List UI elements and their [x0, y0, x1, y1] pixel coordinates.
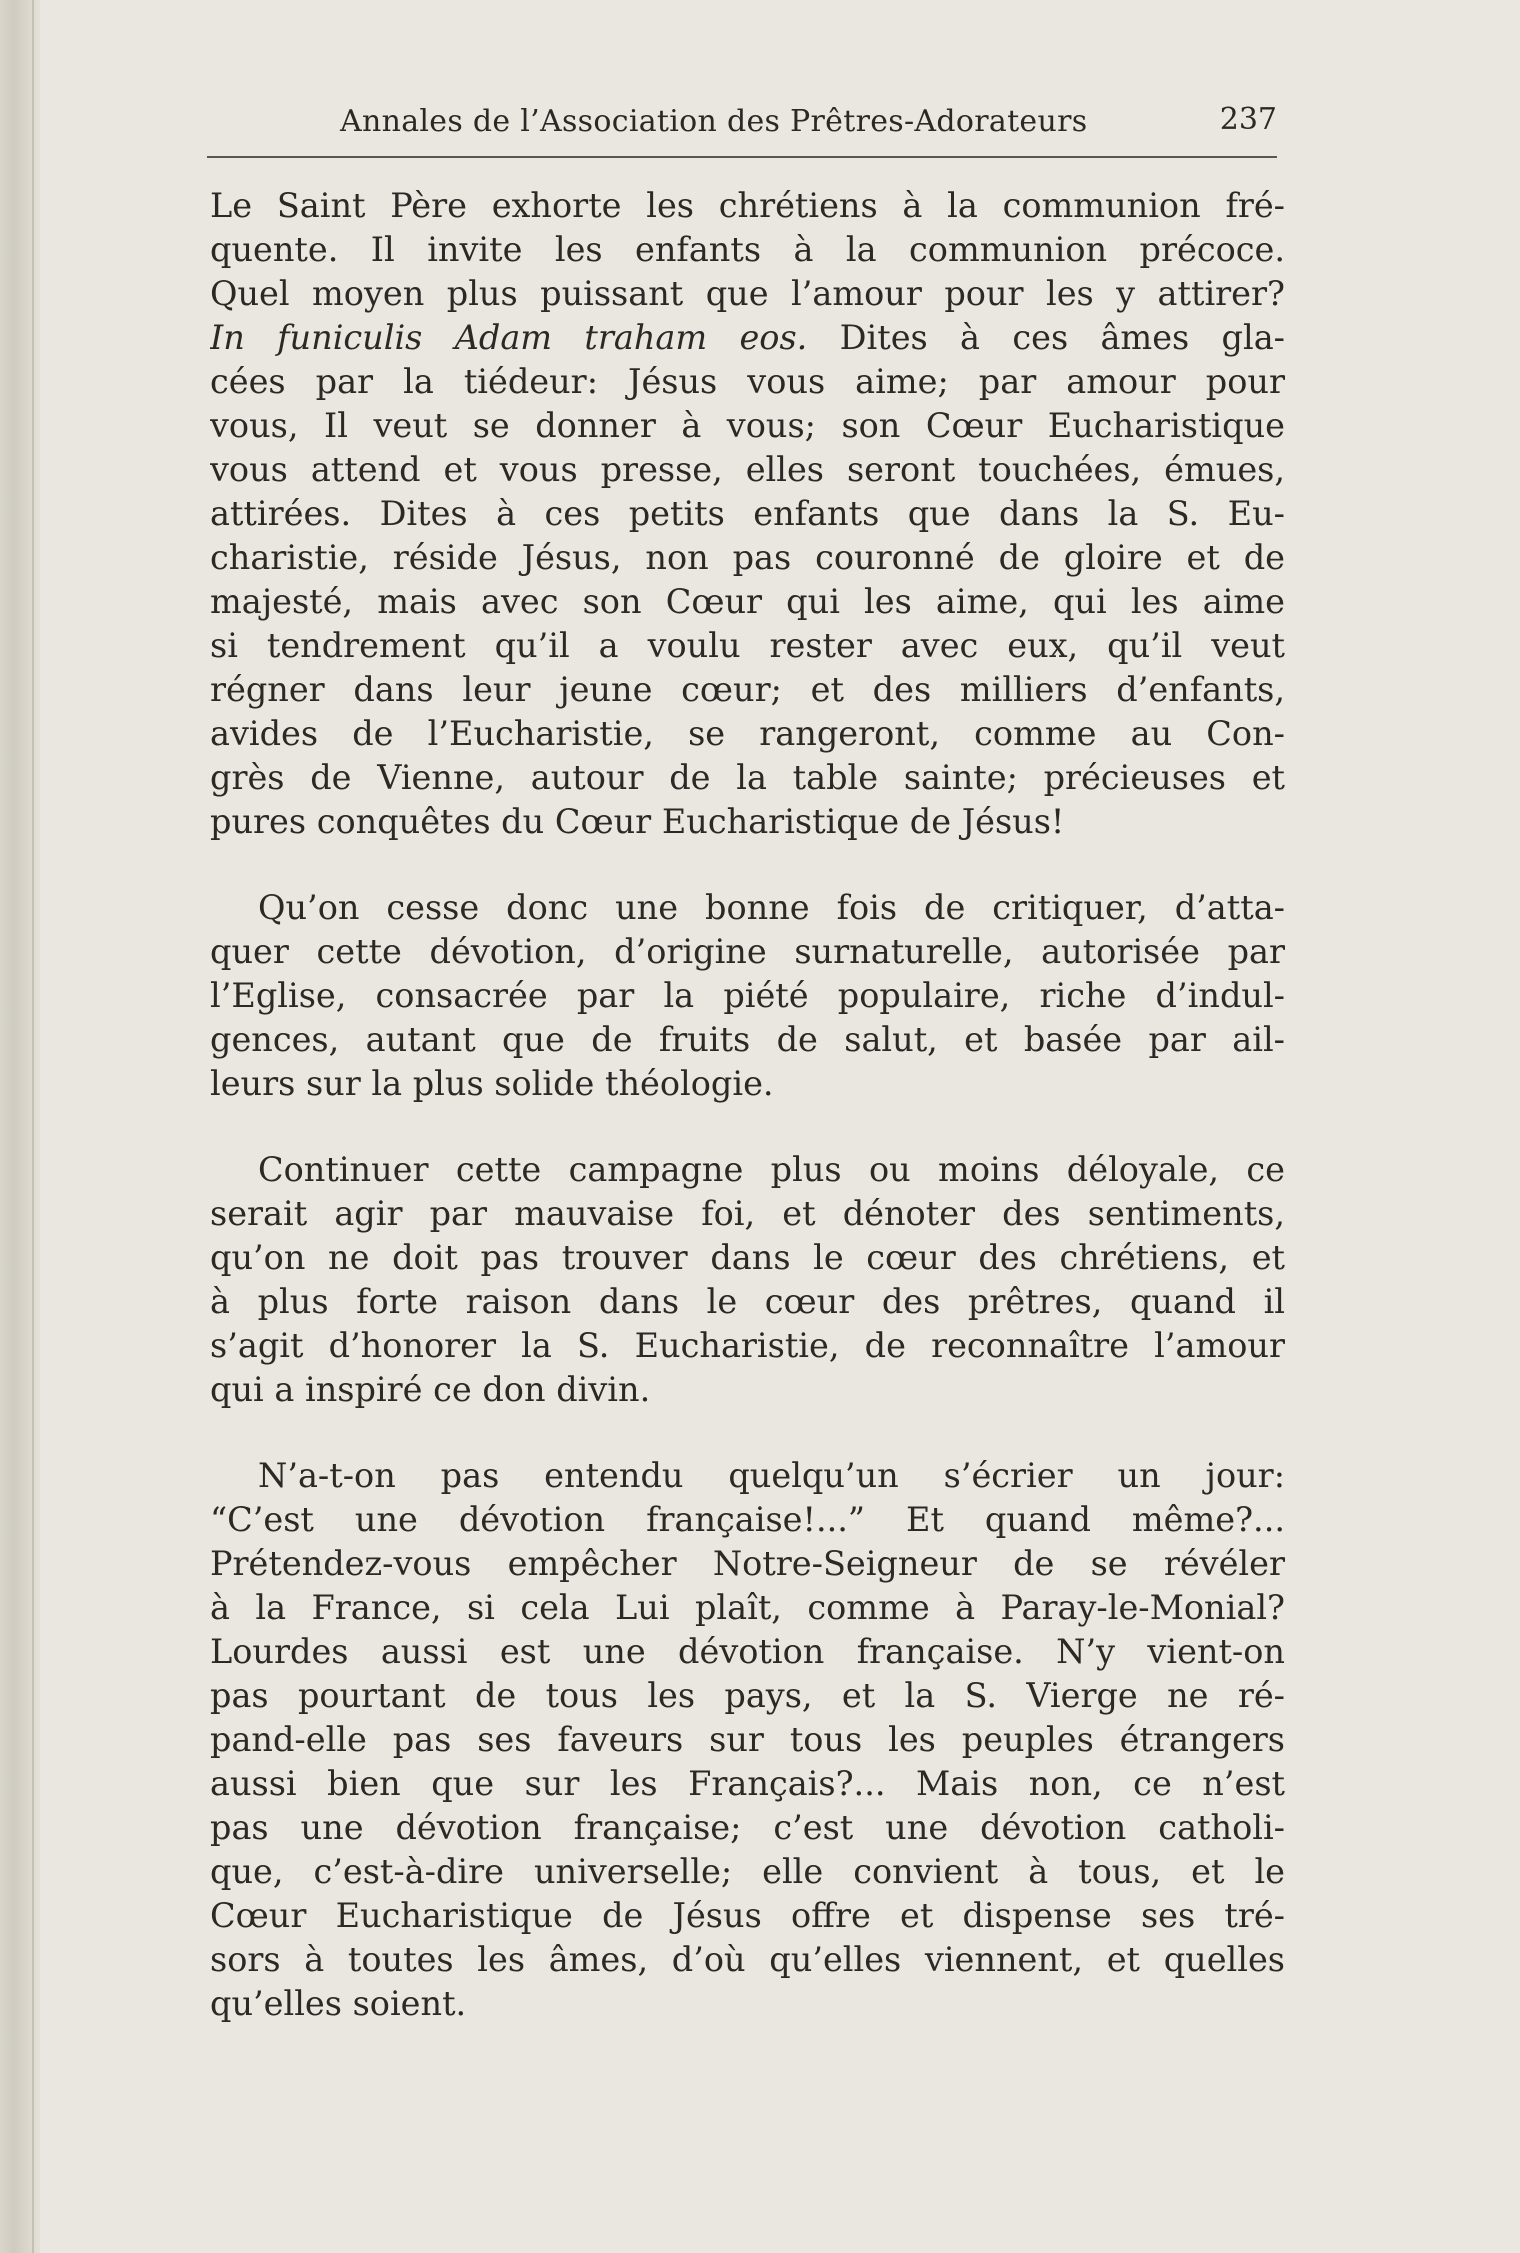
text-line: si tendrement qu’il a voulu rester avec eux, qu’il veut	[210, 626, 1285, 665]
paragraph-gap	[210, 1412, 1285, 1454]
text-line: “C’est une dévotion française!...” Et quand même?...	[210, 1500, 1285, 1539]
text-line: quer cette dévotion, d’origine surnaturelle, autorisée par	[210, 932, 1285, 971]
text-line: pand-elle pas ses faveurs sur tous les peuples étrangers	[210, 1720, 1285, 1759]
text-line: vous attend et vous presse, elles seront touchées, émues,	[210, 450, 1285, 489]
text-line: à plus forte raison dans le cœur des prêtres, quand il	[210, 1282, 1285, 1321]
latin-quote: In funiculis Adam traham eos.	[210, 318, 808, 357]
body-text	[210, 184, 1285, 2026]
running-head	[207, 100, 1277, 146]
paragraph-gap	[210, 844, 1285, 886]
text-line: Le Saint Père exhorte les chrétiens à la communion fré-	[210, 186, 1285, 225]
text-line: cées par la tiédeur: Jésus vous aime; par amour pour	[210, 362, 1285, 401]
paragraph-3	[210, 1148, 1285, 1412]
text-line: gences, autant que de fruits de salut, et basée par ail-	[210, 1020, 1285, 1059]
text-line	[210, 316, 1285, 360]
text-line: aussi bien que sur les Français?... Mais non, ce n’est	[210, 1764, 1285, 1803]
text-line: qu’on ne doit pas trouver dans le cœur des chrétiens, et	[210, 1238, 1285, 1277]
header-rule	[207, 156, 1277, 158]
text-line: charistie, réside Jésus, non pas couronné de gloire et de	[210, 538, 1285, 577]
page-number: 237	[1219, 102, 1277, 137]
paragraph-1	[210, 184, 1285, 844]
text-line: Quel moyen plus puissant que l’amour pour les y attirer?	[210, 274, 1285, 313]
text-line: qu’elles soient.	[210, 1984, 467, 2023]
text-line: régner dans leur jeune cœur; et des milliers d’enfants,	[210, 670, 1285, 709]
text-line: serait agir par mauvaise foi, et dénoter des sentiments,	[210, 1194, 1285, 1233]
text-line: à la France, si cela Lui plaît, comme à Paray-le-Monial?	[210, 1588, 1285, 1627]
text-line: N’a-t-on pas entendu quelqu’un s’écrier un jour:	[258, 1456, 1285, 1495]
text-line: que, c’est-à-dire universelle; elle convient à tous, et le	[210, 1852, 1285, 1891]
text-line: Lourdes aussi est une dévotion française. N’y vient-on	[210, 1632, 1285, 1671]
text-line: grès de Vienne, autour de la table sainte; précieuses et	[210, 758, 1285, 797]
text-line: vous, Il veut se donner à vous; son Cœur Eucharistique	[210, 406, 1285, 445]
text-line: l’Eglise, consacrée par la piété populaire, riche d’indul-	[210, 976, 1285, 1015]
text-line: quente. Il invite les enfants à la communion précoce.	[210, 230, 1285, 269]
text-line: attirées. Dites à ces petits enfants que dans la S. Eu-	[210, 494, 1285, 533]
text-line: s’agit d’honorer la S. Eucharistie, de reconnaître l’amour	[210, 1326, 1285, 1365]
page-binding-edge	[0, 0, 40, 2253]
text-line: sors à toutes les âmes, d’où qu’elles viennent, et quelles	[210, 1940, 1285, 1979]
text-line: Continuer cette campagne plus ou moins déloyale, ce	[258, 1150, 1285, 1189]
paragraph-4	[210, 1454, 1285, 2026]
text-line: pas une dévotion française; c’est une dévotion catholi-	[210, 1808, 1285, 1847]
text-line: Cœur Eucharistique de Jésus offre et dispense ses tré-	[210, 1896, 1285, 1935]
paragraph-2	[210, 886, 1285, 1106]
text-line: pures conquêtes du Cœur Eucharistique de Jésus!	[210, 802, 1065, 841]
text-line: Qu’on cesse donc une bonne fois de critiquer, d’atta-	[258, 888, 1285, 927]
running-title: Annales de l’Association des Prêtres-Adorateurs	[340, 104, 1088, 139]
text-line: majesté, mais avec son Cœur qui les aime, qui les aime	[210, 582, 1285, 621]
text-line: pas pourtant de tous les pays, et la S. Vierge ne ré-	[210, 1676, 1285, 1715]
text-fragment: Dites à ces âmes gla-	[839, 318, 1285, 357]
text-line: Prétendez-vous empêcher Notre-Seigneur de se révéler	[210, 1544, 1285, 1583]
text-line: leurs sur la plus solide théologie.	[210, 1064, 774, 1103]
paragraph-gap	[210, 1106, 1285, 1148]
page-binding-line	[32, 0, 34, 2253]
text-line: avides de l’Eucharistie, se rangeront, comme au Con-	[210, 714, 1285, 753]
text-line: qui a inspiré ce don divin.	[210, 1370, 651, 1409]
